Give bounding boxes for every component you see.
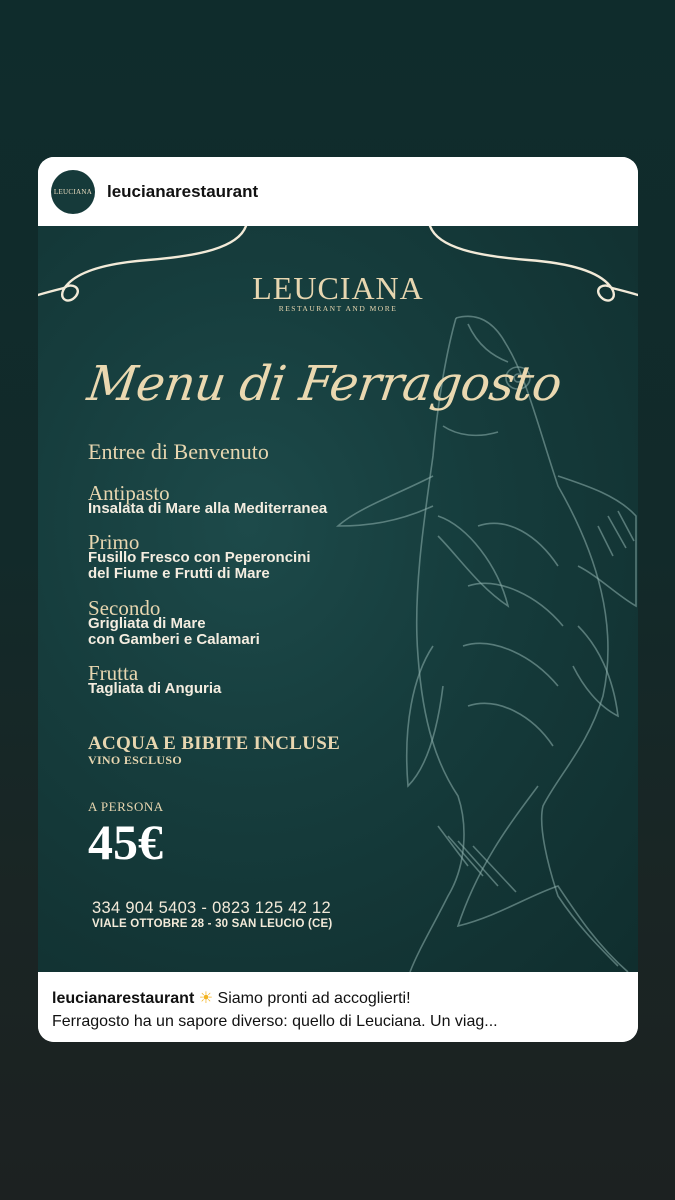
story-card xyxy=(38,157,638,1042)
welcome-course: Entree di Benvenuto xyxy=(88,439,269,464)
caption-text-1: Siamo pronti ad accoglierti! xyxy=(217,990,411,1007)
course-dish-primo-line1: Fusillo Fresco con Peperoncini xyxy=(88,549,311,566)
course-category-antipasto: Antipasto xyxy=(88,481,170,505)
post-caption[interactable] xyxy=(38,972,638,1042)
course-category-frutta: Frutta xyxy=(88,661,139,685)
wine-excluded: VINO ESCLUSO xyxy=(88,753,182,767)
brand-logo xyxy=(38,270,638,313)
per-person-label: A PERSONA xyxy=(88,799,164,814)
course-category-secondo: Secondo xyxy=(88,596,161,620)
course-dish-antipasto: Insalata di Mare alla Mediterranea xyxy=(88,500,328,517)
menu-poster[interactable] xyxy=(38,226,638,972)
phone-numbers: 334 904 5403 - 0823 125 42 12 xyxy=(92,899,331,917)
post-header xyxy=(38,157,638,226)
drinks-included: ACQUA E BIBITE INCLUSE xyxy=(88,733,341,754)
course-dish-primo-line2: del Fiume e Frutti di Mare xyxy=(88,565,270,582)
caption-line-1 xyxy=(52,987,624,1010)
course-category-primo: Primo xyxy=(88,530,140,554)
avatar-label: LEUCIANA xyxy=(53,187,93,196)
course-dish-secondo-line1: Grigliata di Mare xyxy=(88,615,206,632)
address: VIALE OTTOBRE 28 - 30 SAN LEUCIO (CE) xyxy=(92,918,333,930)
sun-icon: ☀ xyxy=(198,990,214,1007)
brand-subtitle: RESTAURANT AND MORE xyxy=(278,304,398,313)
post-username[interactable]: leucianarestaurant xyxy=(107,181,259,201)
avatar[interactable] xyxy=(51,170,95,214)
caption-line-2: Ferragosto ha un sapore diverso: quello di Leuciana. Un viag... xyxy=(52,1013,498,1030)
course-dish-frutta: Tagliata di Anguria xyxy=(88,680,222,697)
price: 45€ xyxy=(88,814,163,870)
fish-illustration-icon xyxy=(338,316,636,972)
brand-name: LEUCIANA xyxy=(252,270,424,306)
caption-username[interactable]: leucianarestaurant xyxy=(52,990,195,1007)
course-dish-secondo-line2: con Gamberi e Calamari xyxy=(88,631,260,648)
menu-title: Menu di Ferragosto xyxy=(84,356,565,412)
